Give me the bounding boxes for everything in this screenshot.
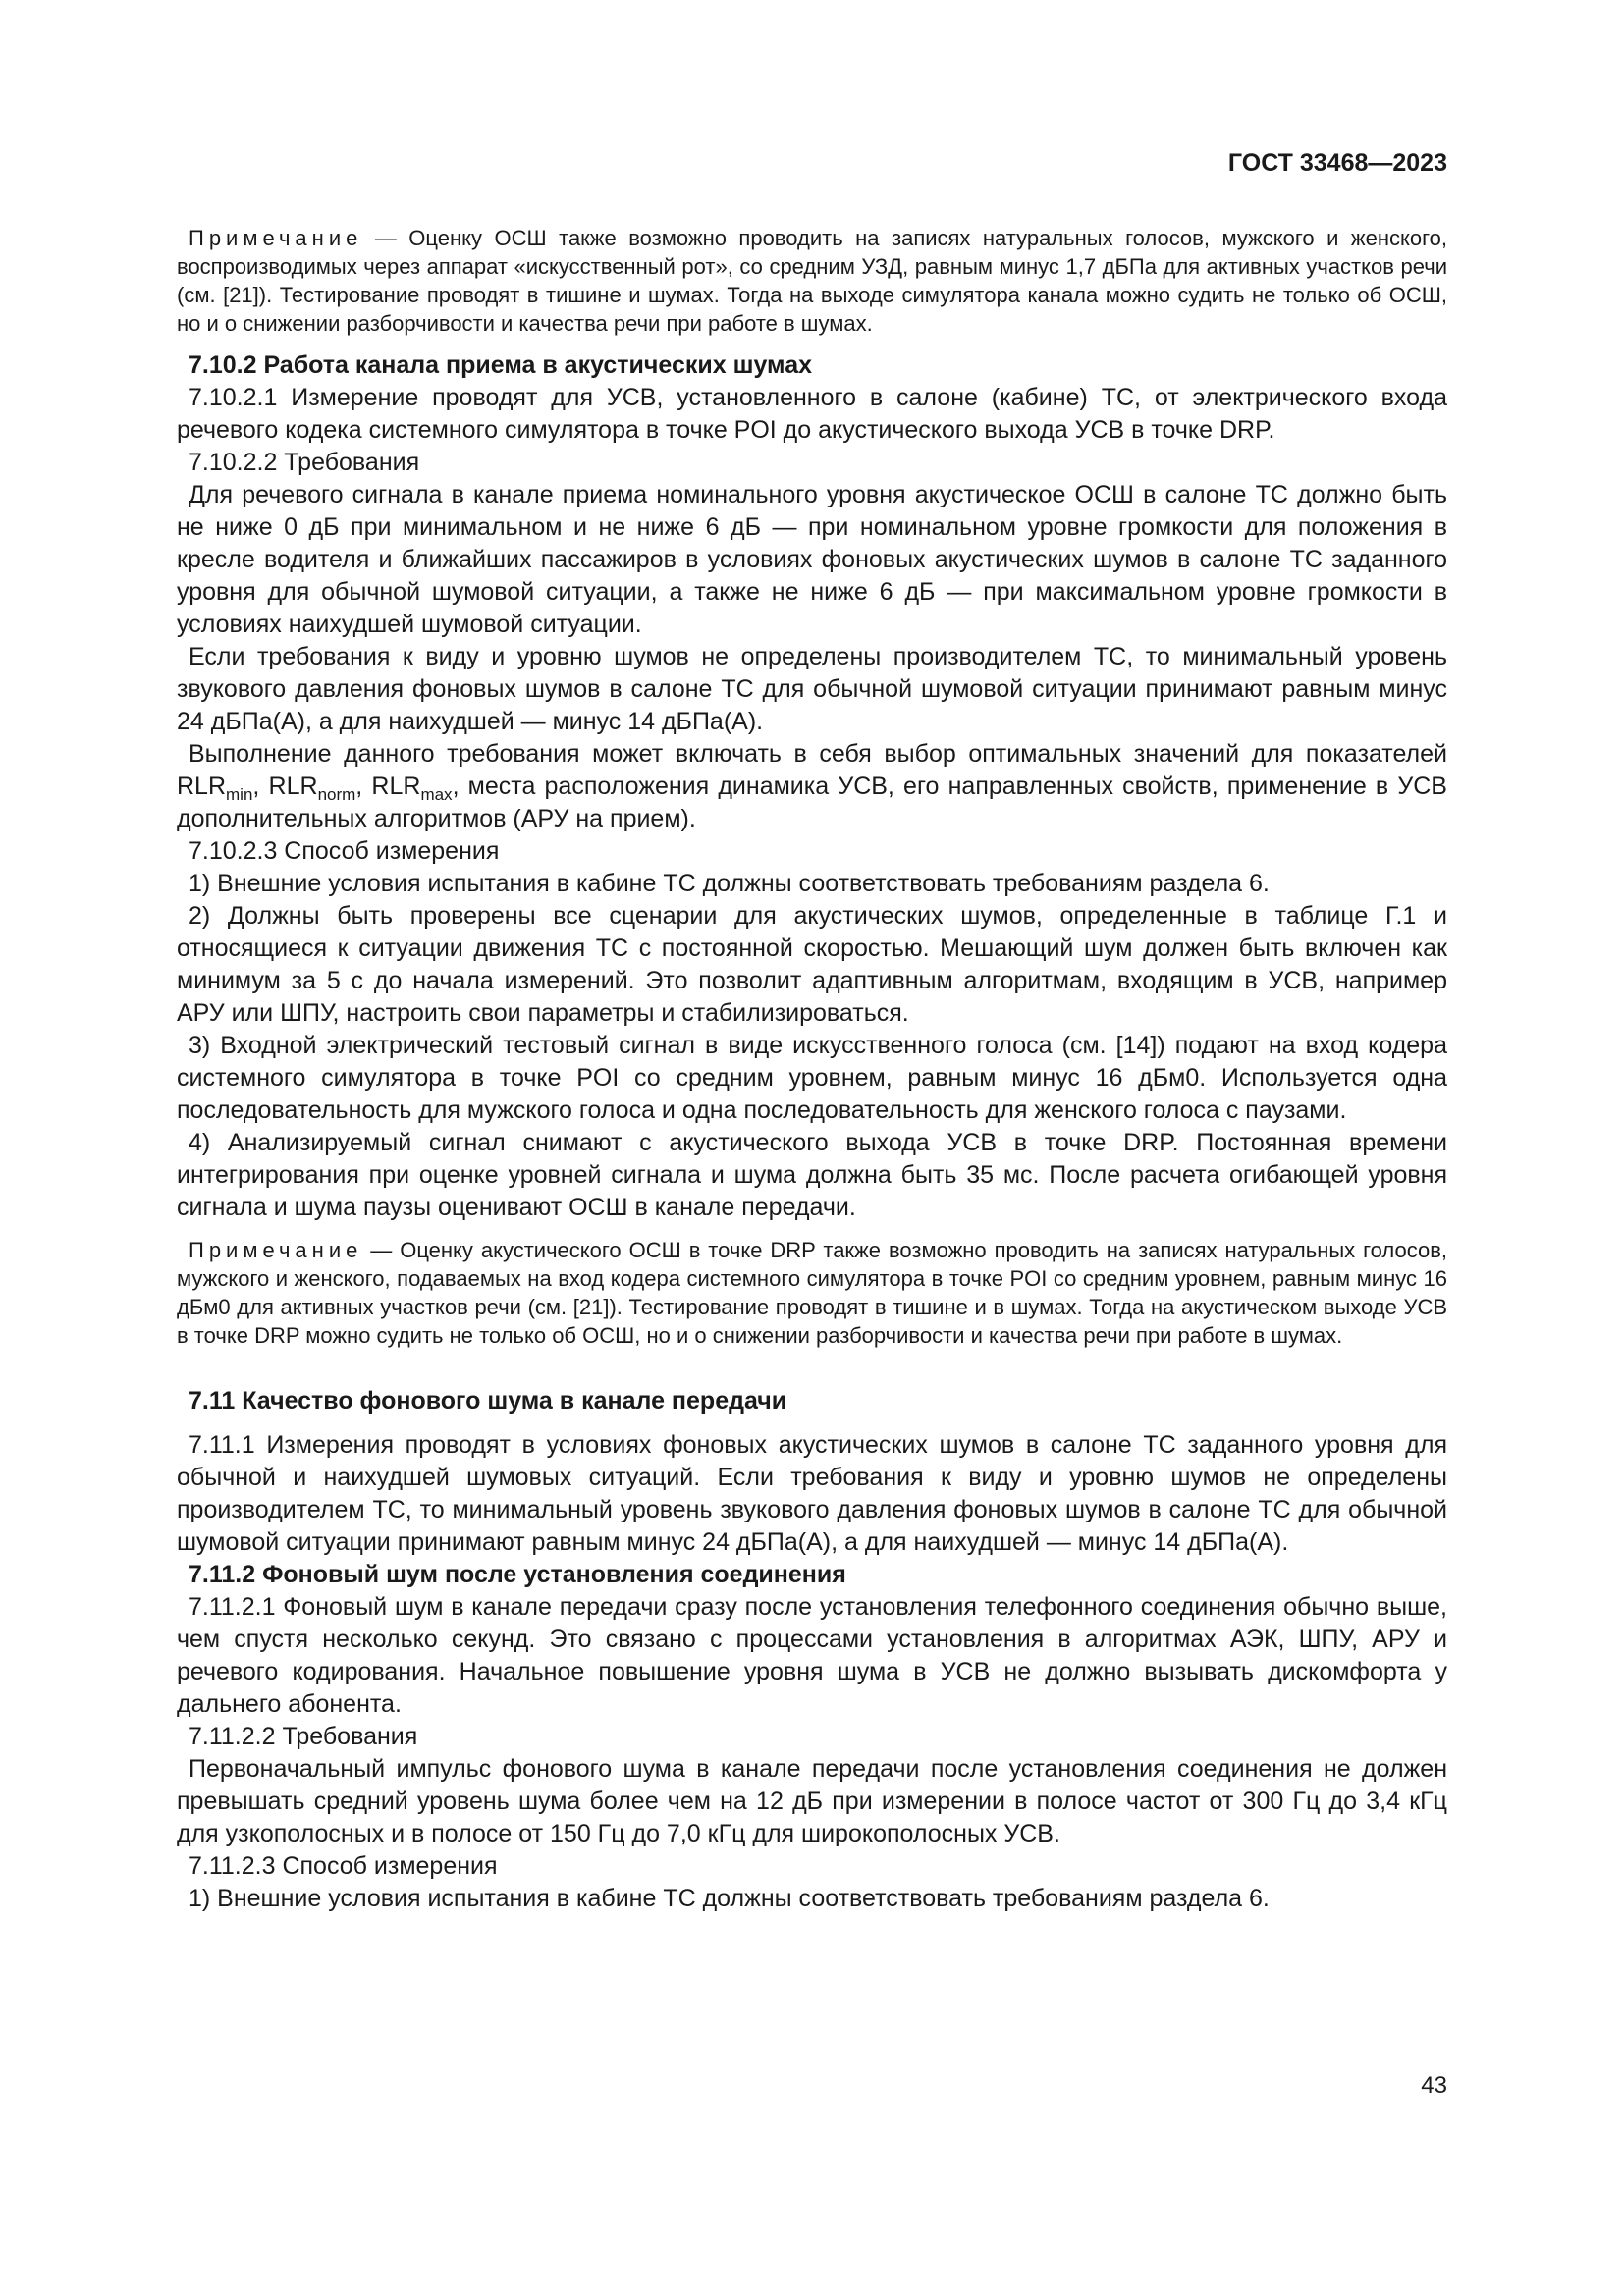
paragraph: 7.10.2.1 Измерение проводят для УСВ, установленного в салоне (кабине) ТС, от электрического входа речевого кодека системного симулятора в точке POI до акустического выхода УСВ в точке DRP.: [177, 384, 1447, 444]
paragraph: 7.11.2.2 Требования: [189, 1723, 418, 1750]
paragraph: Первоначальный импульс фонового шума в канале передачи после установления соединения не должен превышать средний уровень шума более чем на 12 дБ при измерении в полосе частот от 300 Гц до 3,4 кГц для узкополосных и в полосе от 150 Гц до 7,0 кГц для широкополосных УСВ.: [177, 1755, 1447, 1847]
paragraph: Если требования к виду и уровню шумов не определены производителем ТС, то минимальный уровень звукового давления фоновых шумов в салоне ТС для обычной шумовой ситуации принимают равным минус 24 дБПа(А), а для наихудшей — минус 14 дБПа(А).: [177, 643, 1447, 735]
paragraph-rlr: Выполнение данного требования может включать в себя выбор оптимальных значений для показателей $RLR_{min}$, $RLR_{norm}$, $RLR_{max}$, места расположения динамика УСВ, его направленных свойств, применение в УСВ дополнительных алгоритмов (АРУ на прием).: [177, 740, 1447, 832]
paragraph: 7.11.2.1 Фоновый шум в канале передачи сразу после установления телефонного соединения обычно выше, чем спустя несколько секунд. Это связано с процессами установления в алгоритмах АЭК, ШПУ, АРУ и речевого кодирования. Начальное повышение уровня шума в УСВ не должно вызывать дискомфорта у дальнего абонента.: [177, 1593, 1447, 1718]
section-heading-7-11-2: 7.11.2 Фоновый шум после установления соединения: [189, 1561, 846, 1588]
document-header: ГОСТ 33468—2023: [1227, 149, 1447, 177]
page-number: 43: [1421, 2072, 1447, 2099]
paragraph: 4) Анализируемый сигнал снимают с акустического выхода УСВ в точке DRP. Постоянная времени интегрирования при оценке уровней сигнала и шума должна быть 35 мс. После расчета огибающей уровня сигнала и шума паузы оценивают ОСШ в канале передачи.: [177, 1129, 1447, 1221]
section-heading-7-10-2: 7.10.2 Работа канала приема в акустических шумах: [189, 351, 812, 379]
note-text: — Оценку ОСШ также возможно проводить на записях натуральных голосов, мужского и женского, воспроизводимых через аппарат «искусственный рот», со средним УЗД, равным минус 1,7 дБПа для активных участков речи (см. [21]). Тестирование проводят в тишине и шумах. Тогда на выходе симулятора канала можно судить не только об ОСШ, но и о снижении разборчивости и качества речи при работе в шумах.: [177, 226, 1447, 336]
paragraph: Для речевого сигнала в канале приема номинального уровня акустическое ОСШ в салоне ТС должно быть не ниже 0 дБ при минимальном и не ниже 6 дБ — при номинальном уровне громкости для положения в кресле водителя и ближайших пассажиров в условиях фоновых акустических шумов в салоне ТС заданного уровня для обычной шумовой ситуации, а также не ниже 6 дБ — при максимальном уровне громкости в условиях наихудшей шумовой ситуации.: [177, 481, 1447, 638]
paragraph: 7.10.2.3 Способ измерения: [189, 837, 500, 865]
note-label: Примечание: [189, 1238, 363, 1262]
note-1: [177, 224, 1447, 338]
paragraph: 7.11.2.3 Способ измерения: [189, 1852, 498, 1880]
paragraph: 3) Входной электрический тестовый сигнал в виде искусственного голоса (см. [14]) подают на вход кодера системного симулятора в точке POI со средним уровнем, равным минус 16 дБм0. Используется одна последовательность для мужского голоса и одна последовательность для женского голоса с паузами.: [177, 1032, 1447, 1124]
section-heading-7-11: 7.11 Качество фонового шума в канале передачи: [189, 1387, 787, 1415]
paragraph: 1) Внешние условия испытания в кабине ТС должны соответствовать требованиям раздела 6.: [189, 870, 1270, 897]
paragraph: 2) Должны быть проверены все сценарии для акустических шумов, определенные в таблице Г.1 и относящиеся к ситуации движения ТС с постоянной скоростью. Мешающий шум должен быть включен как минимум за 5 с до начала измерений. Это позволит адаптивным алгоритмам, входящим в УСВ, например АРУ или ШПУ, настроить свои параметры и стабилизироваться.: [177, 902, 1447, 1027]
paragraph: 7.11.1 Измерения проводят в условиях фоновых акустических шумов в салоне ТС заданного уровня для обычной и наихудшей шумовых ситуаций. Если требования к виду и уровню шумов не определены производителем ТС, то минимальный уровень звукового давления фоновых шумов в салоне ТС для обычной шумовой ситуации принимают равным минус 24 дБПа(А), а для наихудшей — минус 14 дБПа(А).: [177, 1431, 1447, 1556]
document-body: [177, 224, 1447, 1915]
paragraph: 7.10.2.2 Требования: [189, 449, 420, 476]
paragraph: 1) Внешние условия испытания в кабине ТС должны соответствовать требованиям раздела 6.: [189, 1885, 1270, 1912]
note-2: [177, 1236, 1447, 1350]
note-label: Примечание: [189, 226, 363, 250]
note-text: — Оценку акустического ОСШ в точке DRP также возможно проводить на записях натуральных голосов, мужского и женского, подаваемых на вход кодера системного симулятора в точке POI со средним уровнем, равным минус 16 дБм0 для активных участков речи (см. [21]). Тестирование проводят в тишине и в шумах. Тогда на акустическом выходе УСВ в точке DRP можно судить не только об ОСШ, но и о снижении разборчивости и качества речи при работе в шумах.: [177, 1238, 1447, 1348]
